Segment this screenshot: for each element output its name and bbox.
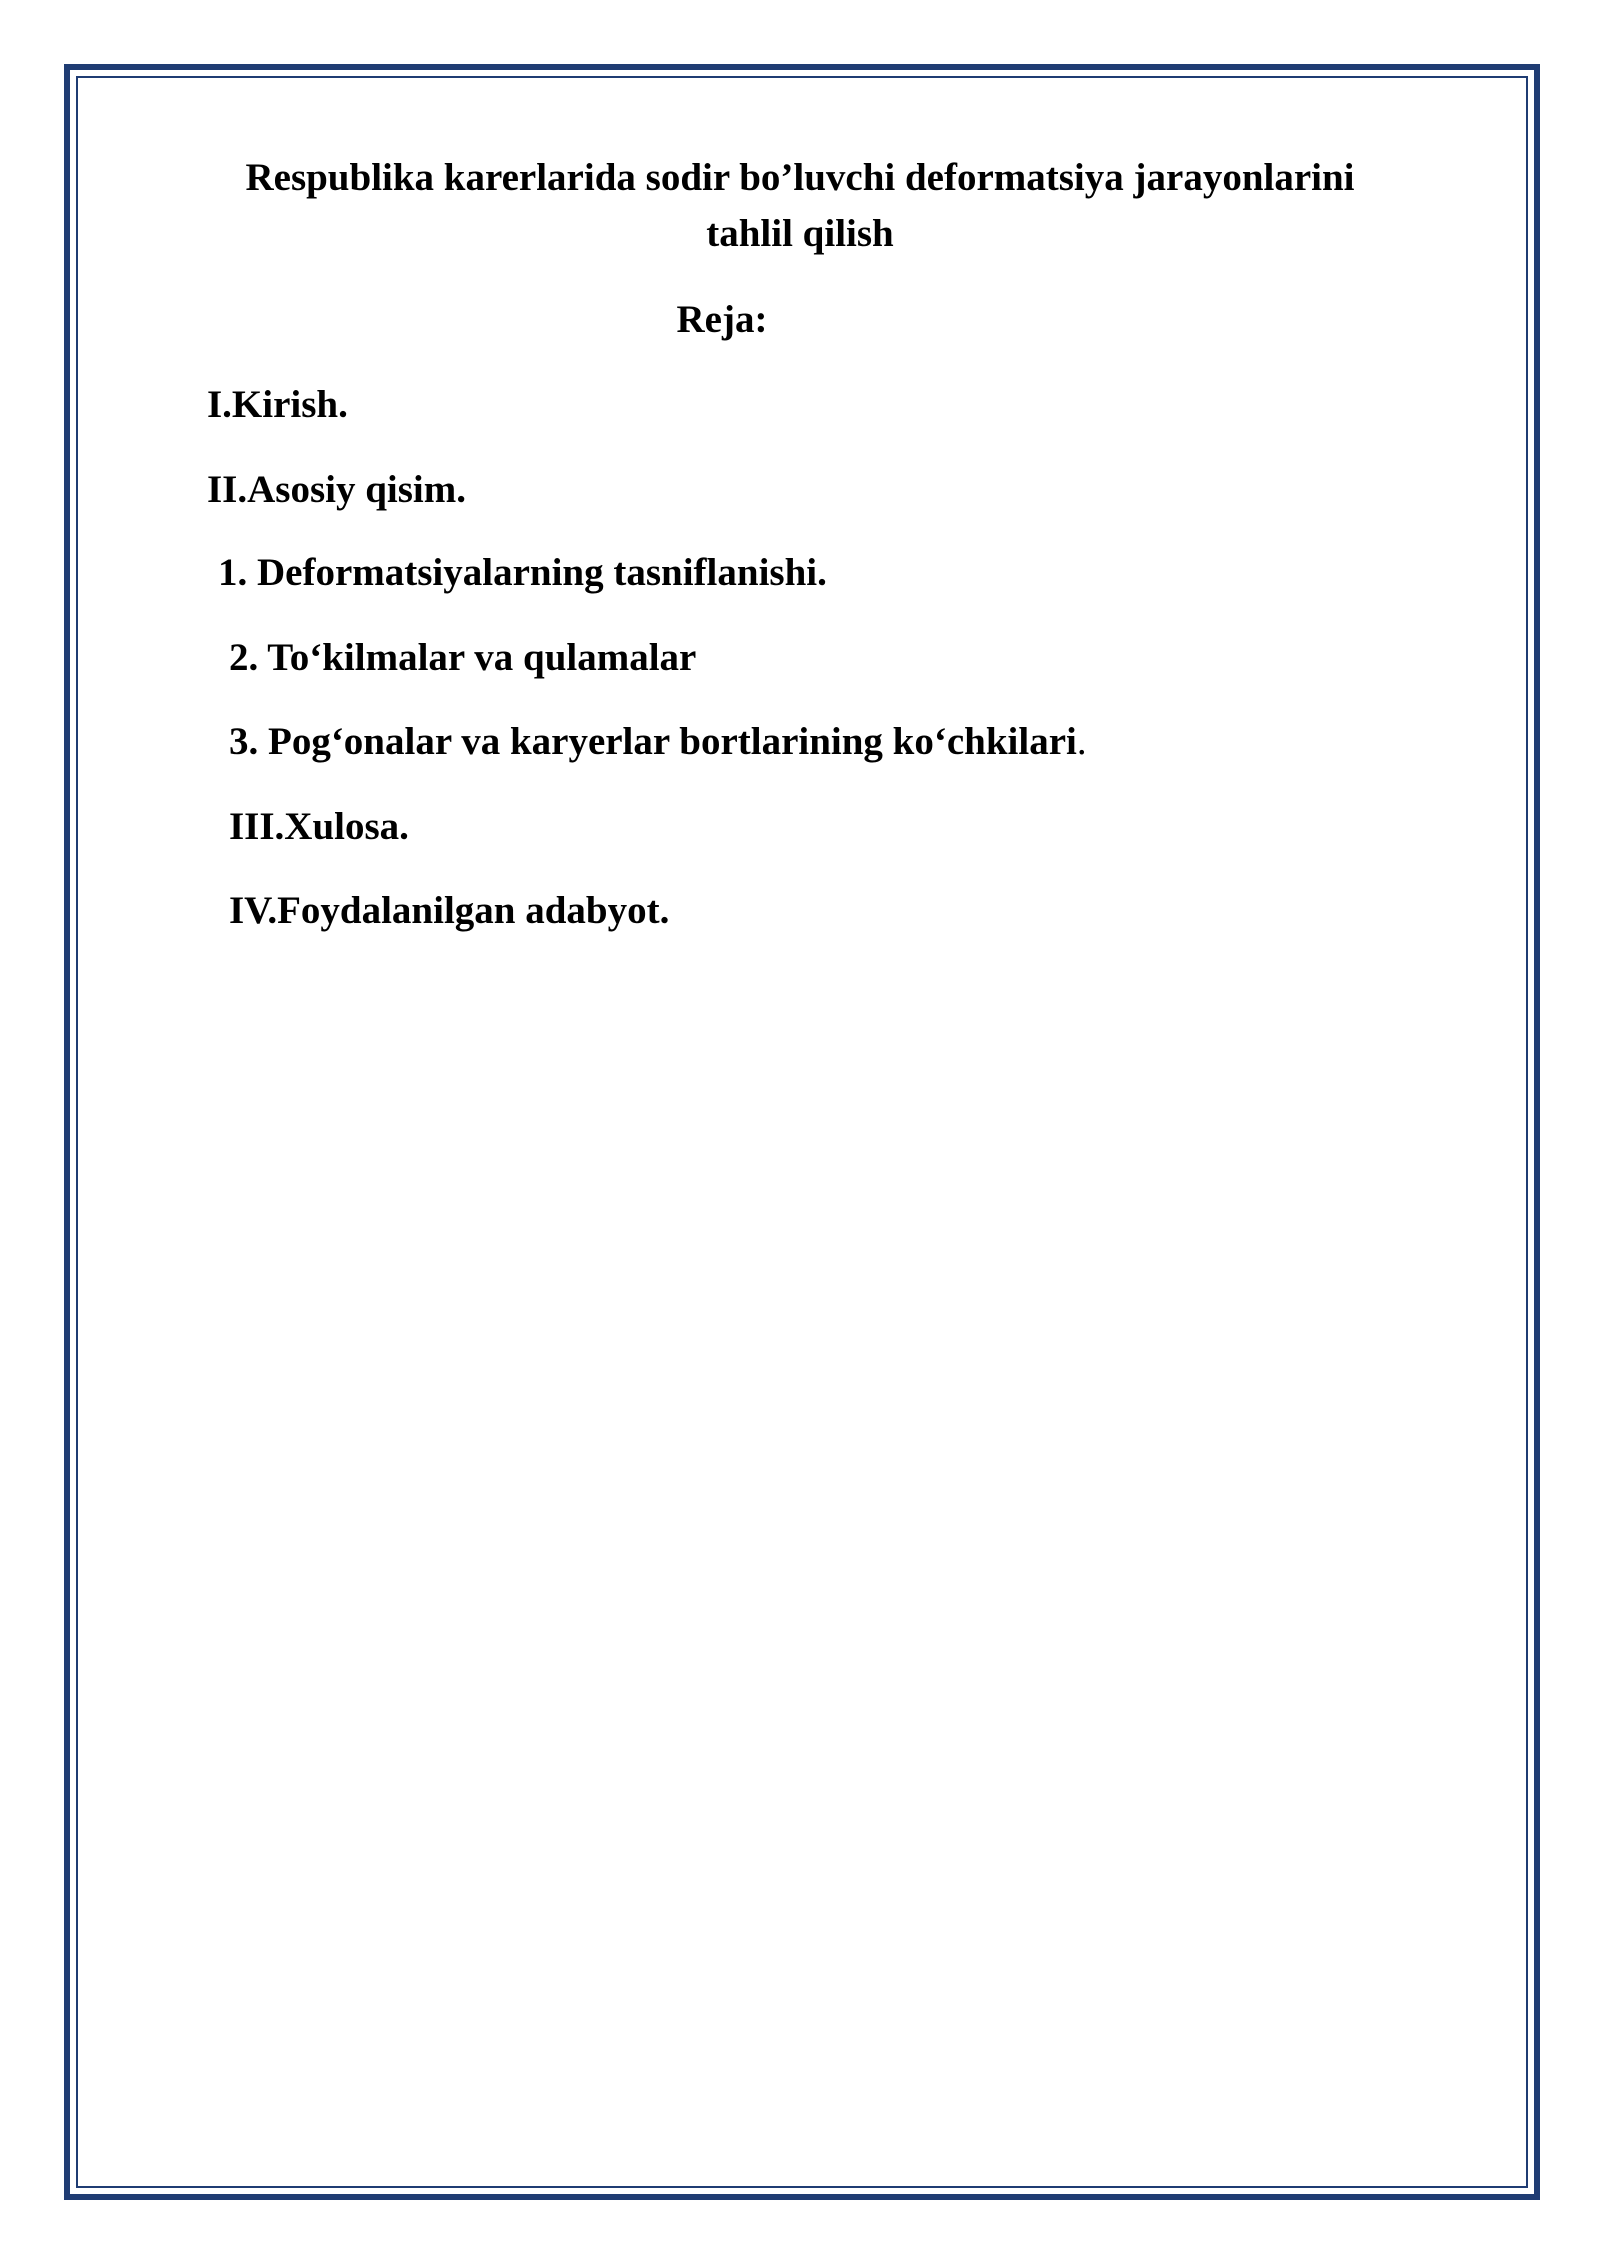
plan-item-landslides bbox=[229, 717, 1087, 767]
plan-item-introduction bbox=[207, 380, 348, 430]
plan-item-text: IV.Foydalanilgan adabyot. bbox=[229, 889, 670, 932]
plan-item-text: 1. Deformatsiyalarning tasniflanishi. bbox=[218, 551, 827, 594]
plan-item-main-part bbox=[207, 465, 466, 515]
plan-item-text: 2. To‘kilmalar va qulamalar bbox=[229, 636, 697, 679]
plan-item-text: III.Xulosa. bbox=[229, 805, 409, 848]
plan-item-collapses bbox=[229, 633, 696, 683]
plan-item-text: I.Kirish. bbox=[207, 383, 348, 426]
title-line-2: tahlil qilish bbox=[706, 212, 894, 255]
plan-item-text: 3. Pog‘onalar va karyerlar bortlarining ko‘chkilari bbox=[229, 720, 1077, 763]
plan-item-trailing-period: . bbox=[1076, 720, 1087, 763]
plan-item-conclusion bbox=[229, 802, 409, 852]
plan-item-references bbox=[229, 886, 669, 936]
title-line-1: Respublika karerlarida sodir bo’luvchi deformatsiya jarayonlarini bbox=[245, 156, 1355, 199]
plan-item-classification bbox=[218, 548, 827, 598]
document-title bbox=[130, 150, 1470, 262]
plan-heading: Reja: bbox=[676, 298, 768, 341]
plan-item-text: II.Asosiy qisim. bbox=[207, 468, 466, 511]
